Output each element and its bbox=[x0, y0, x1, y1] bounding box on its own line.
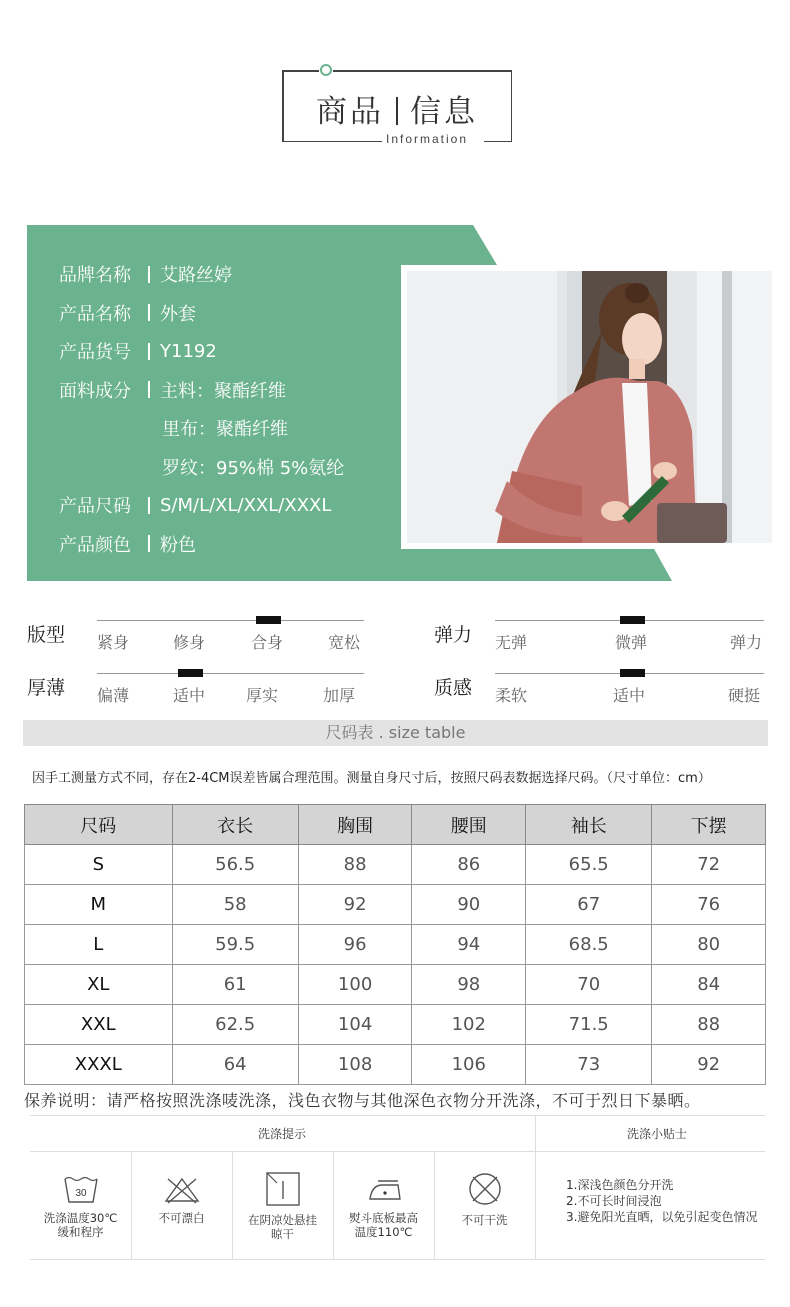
product-photo-frame bbox=[401, 265, 778, 549]
list-item: 3.避免阳光直晒，以免引起变色情况 bbox=[566, 1210, 758, 1224]
attr-thickness bbox=[27, 667, 367, 707]
attr-option: 紧身 bbox=[97, 633, 130, 652]
product-info-list bbox=[59, 255, 389, 563]
circle-ornament-icon bbox=[320, 64, 332, 76]
table-cell: 96 bbox=[298, 925, 412, 965]
frame-line bbox=[282, 141, 382, 143]
attr-option: 弹力 bbox=[730, 633, 763, 652]
title-divider bbox=[396, 97, 398, 125]
attr-selected-marker bbox=[620, 669, 645, 677]
no-bleach-icon bbox=[164, 1175, 200, 1205]
attr-option: 修身 bbox=[173, 633, 206, 652]
table-cell: 64 bbox=[172, 1045, 298, 1085]
table-row bbox=[25, 925, 766, 965]
attr-option: 宽松 bbox=[328, 633, 361, 652]
info-label: 产品颜色 bbox=[59, 534, 131, 556]
washing-tips-list bbox=[566, 1177, 757, 1225]
attr-option: 柔软 bbox=[495, 686, 528, 705]
divider bbox=[535, 1115, 536, 1260]
column-header: 尺码 bbox=[25, 805, 173, 845]
wash-label: 熨斗底板最高 bbox=[349, 1211, 418, 1225]
table-cell: 84 bbox=[652, 965, 766, 1005]
info-label: 品牌名称 bbox=[59, 265, 131, 287]
attr-scale-line bbox=[97, 673, 364, 674]
table-row bbox=[25, 1005, 766, 1045]
table-cell: 102 bbox=[412, 1005, 526, 1045]
attr-fit bbox=[27, 614, 367, 654]
attr-selected-marker bbox=[178, 669, 203, 677]
info-row-color bbox=[59, 525, 389, 564]
table-cell: 92 bbox=[652, 1045, 766, 1085]
table-cell: M bbox=[25, 885, 173, 925]
no-dry-clean-icon bbox=[467, 1171, 503, 1207]
info-value: 外套 bbox=[160, 303, 196, 325]
table-row bbox=[25, 1045, 766, 1085]
info-label: 产品货号 bbox=[59, 342, 131, 364]
table-cell: 86 bbox=[412, 845, 526, 885]
size-table bbox=[24, 804, 766, 1085]
table-cell: 65.5 bbox=[526, 845, 652, 885]
info-row-fabric bbox=[59, 371, 389, 410]
table-cell: XL bbox=[25, 965, 173, 1005]
info-separator bbox=[148, 304, 150, 321]
table-row bbox=[25, 885, 766, 925]
attr-option: 合身 bbox=[251, 633, 284, 652]
table-cell: XXL bbox=[25, 1005, 173, 1045]
attr-option: 厚实 bbox=[246, 686, 279, 705]
no-dry-clean-item bbox=[434, 1155, 535, 1255]
attr-option: 硬挺 bbox=[728, 686, 761, 705]
iron-item bbox=[333, 1155, 434, 1255]
page-subtitle: Information bbox=[386, 132, 469, 146]
wash-30-icon bbox=[63, 1175, 99, 1205]
wash-label: 缓和程序 bbox=[57, 1225, 104, 1239]
attr-label: 弹力 bbox=[434, 624, 473, 646]
attr-label: 厚薄 bbox=[27, 677, 66, 699]
attr-label: 质感 bbox=[434, 677, 473, 699]
column-header: 胸围 bbox=[298, 805, 412, 845]
table-cell: 70 bbox=[526, 965, 652, 1005]
frame-line bbox=[333, 70, 512, 72]
product-photo bbox=[407, 271, 772, 543]
info-value: 里布：聚酯纤维 bbox=[162, 419, 288, 441]
attr-option: 适中 bbox=[173, 686, 206, 705]
info-value: 粉色 bbox=[160, 534, 196, 556]
column-header: 袖长 bbox=[526, 805, 652, 845]
column-header: 衣长 bbox=[172, 805, 298, 845]
info-row-name bbox=[59, 294, 389, 333]
table-cell: 88 bbox=[652, 1005, 766, 1045]
table-cell: 106 bbox=[412, 1045, 526, 1085]
info-label: 产品名称 bbox=[59, 303, 131, 325]
info-value: Y1192 bbox=[160, 340, 217, 362]
info-value: S/M/L/XL/XXL/XXXL bbox=[160, 494, 332, 516]
info-label: 面料成分 bbox=[59, 380, 131, 402]
table-cell: 61 bbox=[172, 965, 298, 1005]
washing-section bbox=[30, 1115, 765, 1260]
attr-scale-line bbox=[97, 620, 364, 621]
table-cell: L bbox=[25, 925, 173, 965]
attr-option: 加厚 bbox=[323, 686, 356, 705]
table-cell: 98 bbox=[412, 965, 526, 1005]
table-cell: 92 bbox=[298, 885, 412, 925]
attr-option: 微弹 bbox=[615, 633, 648, 652]
wash-temp-text: 30 bbox=[74, 1188, 87, 1199]
info-separator bbox=[148, 343, 150, 360]
care-instructions: 保养说明：请严格按照洗涤唛洗涤，浅色衣物与其他深色衣物分开洗涤，不可于烈日下暴晒。 bbox=[24, 1091, 701, 1110]
table-cell: S bbox=[25, 845, 173, 885]
info-row-brand bbox=[59, 255, 389, 294]
page-title bbox=[282, 86, 512, 131]
wash-label: 不可漂白 bbox=[158, 1211, 205, 1225]
washing-advice-title: 洗涤小贴士 bbox=[627, 1127, 688, 1141]
title-right: 信息 bbox=[410, 94, 478, 130]
no-bleach-item bbox=[131, 1155, 232, 1255]
info-row-size bbox=[59, 486, 389, 525]
table-cell: 104 bbox=[298, 1005, 412, 1045]
iron-low-icon bbox=[364, 1175, 404, 1205]
table-cell: 76 bbox=[652, 885, 766, 925]
table-cell: 68.5 bbox=[526, 925, 652, 965]
wash-30-item bbox=[30, 1155, 131, 1255]
table-cell: 88 bbox=[298, 845, 412, 885]
frame-line bbox=[484, 141, 512, 143]
attr-texture bbox=[434, 667, 774, 707]
column-header: 腰围 bbox=[412, 805, 526, 845]
list-item: 2.不可长时间浸泡 bbox=[566, 1194, 662, 1208]
wash-label: 洗涤温度30℃ bbox=[43, 1211, 118, 1225]
table-cell: 71.5 bbox=[526, 1005, 652, 1045]
section-header bbox=[282, 70, 512, 146]
table-cell: 73 bbox=[526, 1045, 652, 1085]
info-label: 产品尺码 bbox=[59, 496, 131, 518]
info-row-sku bbox=[59, 332, 389, 371]
divider bbox=[30, 1115, 765, 1116]
info-separator bbox=[148, 266, 150, 283]
table-row bbox=[25, 845, 766, 885]
attr-option: 适中 bbox=[613, 686, 646, 705]
attr-label: 版型 bbox=[27, 624, 66, 646]
info-row-rib bbox=[59, 448, 389, 487]
list-item: 1.深浅色颜色分开洗 bbox=[566, 1178, 674, 1192]
wash-label: 不可干洗 bbox=[461, 1213, 508, 1227]
table-cell: 67 bbox=[526, 885, 652, 925]
table-cell: 72 bbox=[652, 845, 766, 885]
line-dry-item bbox=[232, 1155, 333, 1255]
table-cell: 100 bbox=[298, 965, 412, 1005]
table-cell: 90 bbox=[412, 885, 526, 925]
line-dry-shade-icon bbox=[265, 1171, 301, 1207]
table-cell: 58 bbox=[172, 885, 298, 925]
attr-option: 无弹 bbox=[495, 633, 528, 652]
divider bbox=[30, 1151, 765, 1152]
info-row-lining bbox=[59, 409, 389, 448]
table-cell: 62.5 bbox=[172, 1005, 298, 1045]
table-cell: 56.5 bbox=[172, 845, 298, 885]
frame-line bbox=[282, 70, 319, 72]
title-left: 商品 bbox=[316, 94, 384, 130]
table-cell: XXXL bbox=[25, 1045, 173, 1085]
info-value: 艾路丝婷 bbox=[160, 265, 232, 287]
table-cell: 59.5 bbox=[172, 925, 298, 965]
attr-elasticity bbox=[434, 614, 774, 654]
model-illustration bbox=[407, 271, 772, 543]
column-header: 下摆 bbox=[652, 805, 766, 845]
info-value: 主料：聚酯纤维 bbox=[160, 380, 286, 402]
table-cell: 80 bbox=[652, 925, 766, 965]
table-row bbox=[25, 965, 766, 1005]
info-value: 罗纹：95%棉 5%氨纶 bbox=[162, 457, 345, 479]
washing-tips-title: 洗涤提示 bbox=[258, 1127, 307, 1141]
attr-selected-marker bbox=[620, 616, 645, 624]
wash-label: 在阴凉处悬挂 bbox=[248, 1213, 317, 1227]
attr-option: 偏薄 bbox=[97, 686, 130, 705]
info-separator bbox=[148, 535, 150, 552]
size-table-title: 尺码表 . size table bbox=[23, 720, 768, 746]
attr-selected-marker bbox=[256, 616, 281, 624]
wash-label: 晾干 bbox=[271, 1227, 294, 1241]
table-header-row bbox=[25, 805, 766, 845]
info-separator bbox=[148, 497, 150, 514]
wash-label: 温度110℃ bbox=[354, 1225, 413, 1239]
divider bbox=[30, 1259, 765, 1260]
info-separator bbox=[148, 381, 150, 398]
measurement-note: 因手工测量方式不同，存在2-4CM误差皆属合理范围。测量自身尺寸后，按照尺码表数据选择尺码。（尺寸单位：cm） bbox=[32, 771, 711, 786]
table-cell: 108 bbox=[298, 1045, 412, 1085]
table-cell: 94 bbox=[412, 925, 526, 965]
